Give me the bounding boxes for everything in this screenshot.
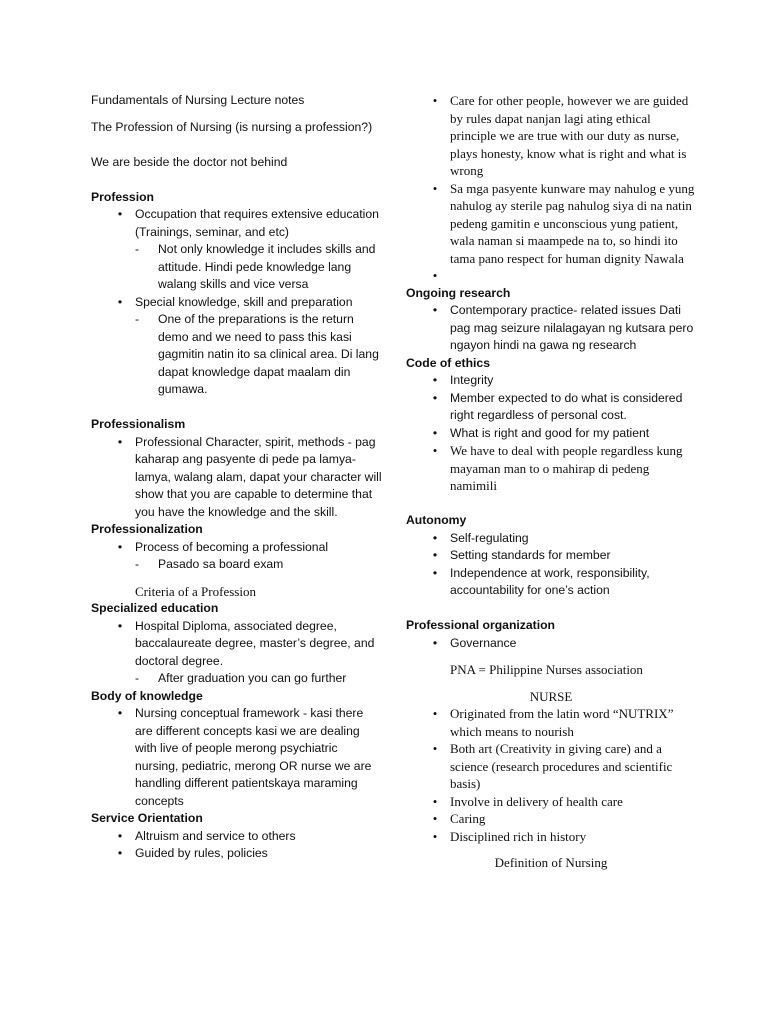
bullet-icon: •	[432, 635, 438, 650]
code-of-ethics-heading: Code of ethics	[406, 355, 490, 370]
list-item: • Sa mga pasyente kunware may nahulog e yung nahulog ay sterile pag nahulog siya di na natin pedeng gamitin e unconscious yung patient, wala naman si maampede na to, so hindi ito tama pano respect for human dignity Nawala	[406, 180, 696, 268]
list-item: • Hospital Diploma, associated degree, baccalaureate degree, master’s degree, and doctoral degree.	[91, 618, 383, 671]
list-item: • Care for other people, however we are guided by rules dapat nanjan lagi ating ethical principle we are true with our duty as nurse, plays honesty, know what is right and what is wrong	[406, 92, 696, 180]
document-subtitle: The Profession of Nursing (is nursing a profession?)	[91, 119, 373, 134]
professionalization-heading: Professionalization	[91, 522, 203, 536]
list-item: • Originated from the latin word “NUTRIX” which means to nourish	[406, 705, 696, 740]
bullet-icon: •	[432, 811, 438, 826]
bullet-icon: •	[432, 373, 438, 387]
sub-list-item: - After graduation you can go further	[135, 671, 347, 685]
bullet-icon: •	[432, 303, 438, 317]
document-title: Fundamentals of Nursing Lecture notes	[91, 93, 305, 107]
list-item: • Self-regulating	[406, 530, 696, 548]
criteria-title: Criteria of a Profession	[135, 583, 256, 599]
bullet-icon: •	[432, 828, 438, 844]
bullet-icon: •	[432, 268, 438, 283]
bullet-icon: •	[432, 93, 438, 108]
bullet-icon: •	[432, 565, 438, 580]
list-item: • Process of becoming a professional	[91, 539, 383, 557]
bullet-icon: •	[432, 793, 438, 809]
list-item: • Integrity	[406, 372, 696, 390]
list-item: • Altruism and service to others	[91, 828, 383, 846]
bullet-icon: •	[432, 443, 438, 458]
bullet-icon: •	[117, 434, 123, 449]
bullet-icon: •	[432, 741, 438, 756]
bullet-icon: •	[117, 706, 123, 720]
professionalism-heading: Professionalism	[91, 417, 186, 431]
autonomy-heading: Autonomy	[406, 513, 467, 527]
bullet-icon: •	[117, 618, 123, 633]
list-item: • Governance	[406, 635, 696, 653]
list-item: • Disciplined rich in history	[406, 828, 696, 846]
list-item: • Occupation that requires extensive education (Trainings, seminar, and etc)	[91, 206, 383, 241]
sub-list-item: - Pasado sa board exam	[135, 557, 284, 571]
bullet-icon: •	[117, 846, 123, 860]
statement: We are beside the doctor not behind	[91, 154, 288, 169]
left-column	[91, 92, 383, 863]
list-item: • Involve in delivery of health care	[406, 793, 696, 811]
list-item: • Both art (Creativity in giving care) and a science (research procedures and scientific basis)	[406, 740, 696, 793]
list-item: • Setting standards for member	[406, 547, 696, 565]
list-item: • Member expected to do what is considered right regardless of personal cost.	[406, 390, 696, 425]
list-item: • Professional Character, spirit, methods - pag kaharap ang pasyente di pede pa lamya-lamya, walang alam, dapat your character will show that you are capable to determine that you have the knowledge and the skill.	[91, 434, 383, 522]
bullet-icon: •	[432, 548, 438, 562]
ongoing-research-heading: Ongoing research	[406, 285, 511, 300]
list-item: • Guided by rules, policies	[91, 845, 383, 863]
professional-organization-heading: Professional organization	[406, 618, 555, 632]
bullet-icon: •	[432, 180, 438, 196]
list-item: • Nursing conceptual framework - kasi there are different concepts kasi we are dealing with live of people merong psychiatric nursing, pediatric, merong OR nurse we are handling different patientskaya maraming concepts	[91, 705, 383, 810]
sub-list-item: - One of the preparations is the return demo and we need to pass this kasi gagmitin natin ito sa clinical area. Di lang dapat knowledge dapat maalam din gumawa.	[135, 312, 379, 396]
bullet-icon: •	[432, 390, 438, 405]
service-orientation-heading: Service Orientation	[91, 811, 203, 825]
pna-line: PNA = Philippine Nurses association	[450, 662, 643, 677]
bullet-icon: •	[117, 539, 123, 554]
definition-title: Definition of Nursing	[494, 855, 608, 870]
list-item: • Special knowledge, skill and preparation	[91, 294, 383, 312]
body-of-knowledge-heading: Body of knowledge	[91, 688, 203, 703]
list-item: • We have to deal with people regardless kung mayaman man to o mahirap di pedeng namimili	[406, 442, 696, 495]
list-item: • What is right and good for my patient	[406, 425, 696, 443]
bullet-icon: •	[117, 294, 123, 309]
sub-list-item: - Not only knowledge it includes skills and attitude. Hindi pede knowledge lang walang skills and vice versa	[135, 242, 376, 291]
specialized-education-heading: Specialized education	[91, 601, 219, 615]
list-item: • Independence at work, responsibility, accountability for one’s action	[406, 565, 696, 600]
profession-heading: Profession	[91, 189, 154, 204]
list-item: • Contemporary practice- related issues Dati pag mag seizure nilalagayan ng kutsara pero ngayon hindi na gawa ng research	[406, 302, 696, 355]
empty-list-item	[406, 267, 696, 285]
right-column	[406, 92, 696, 872]
bullet-icon: •	[432, 530, 438, 545]
bullet-icon: •	[117, 207, 123, 221]
bullet-icon: •	[117, 828, 123, 843]
bullet-icon: •	[432, 425, 438, 440]
nurse-title: NURSE	[529, 688, 573, 704]
list-item: • Caring	[406, 810, 696, 828]
bullet-icon: •	[432, 706, 438, 721]
